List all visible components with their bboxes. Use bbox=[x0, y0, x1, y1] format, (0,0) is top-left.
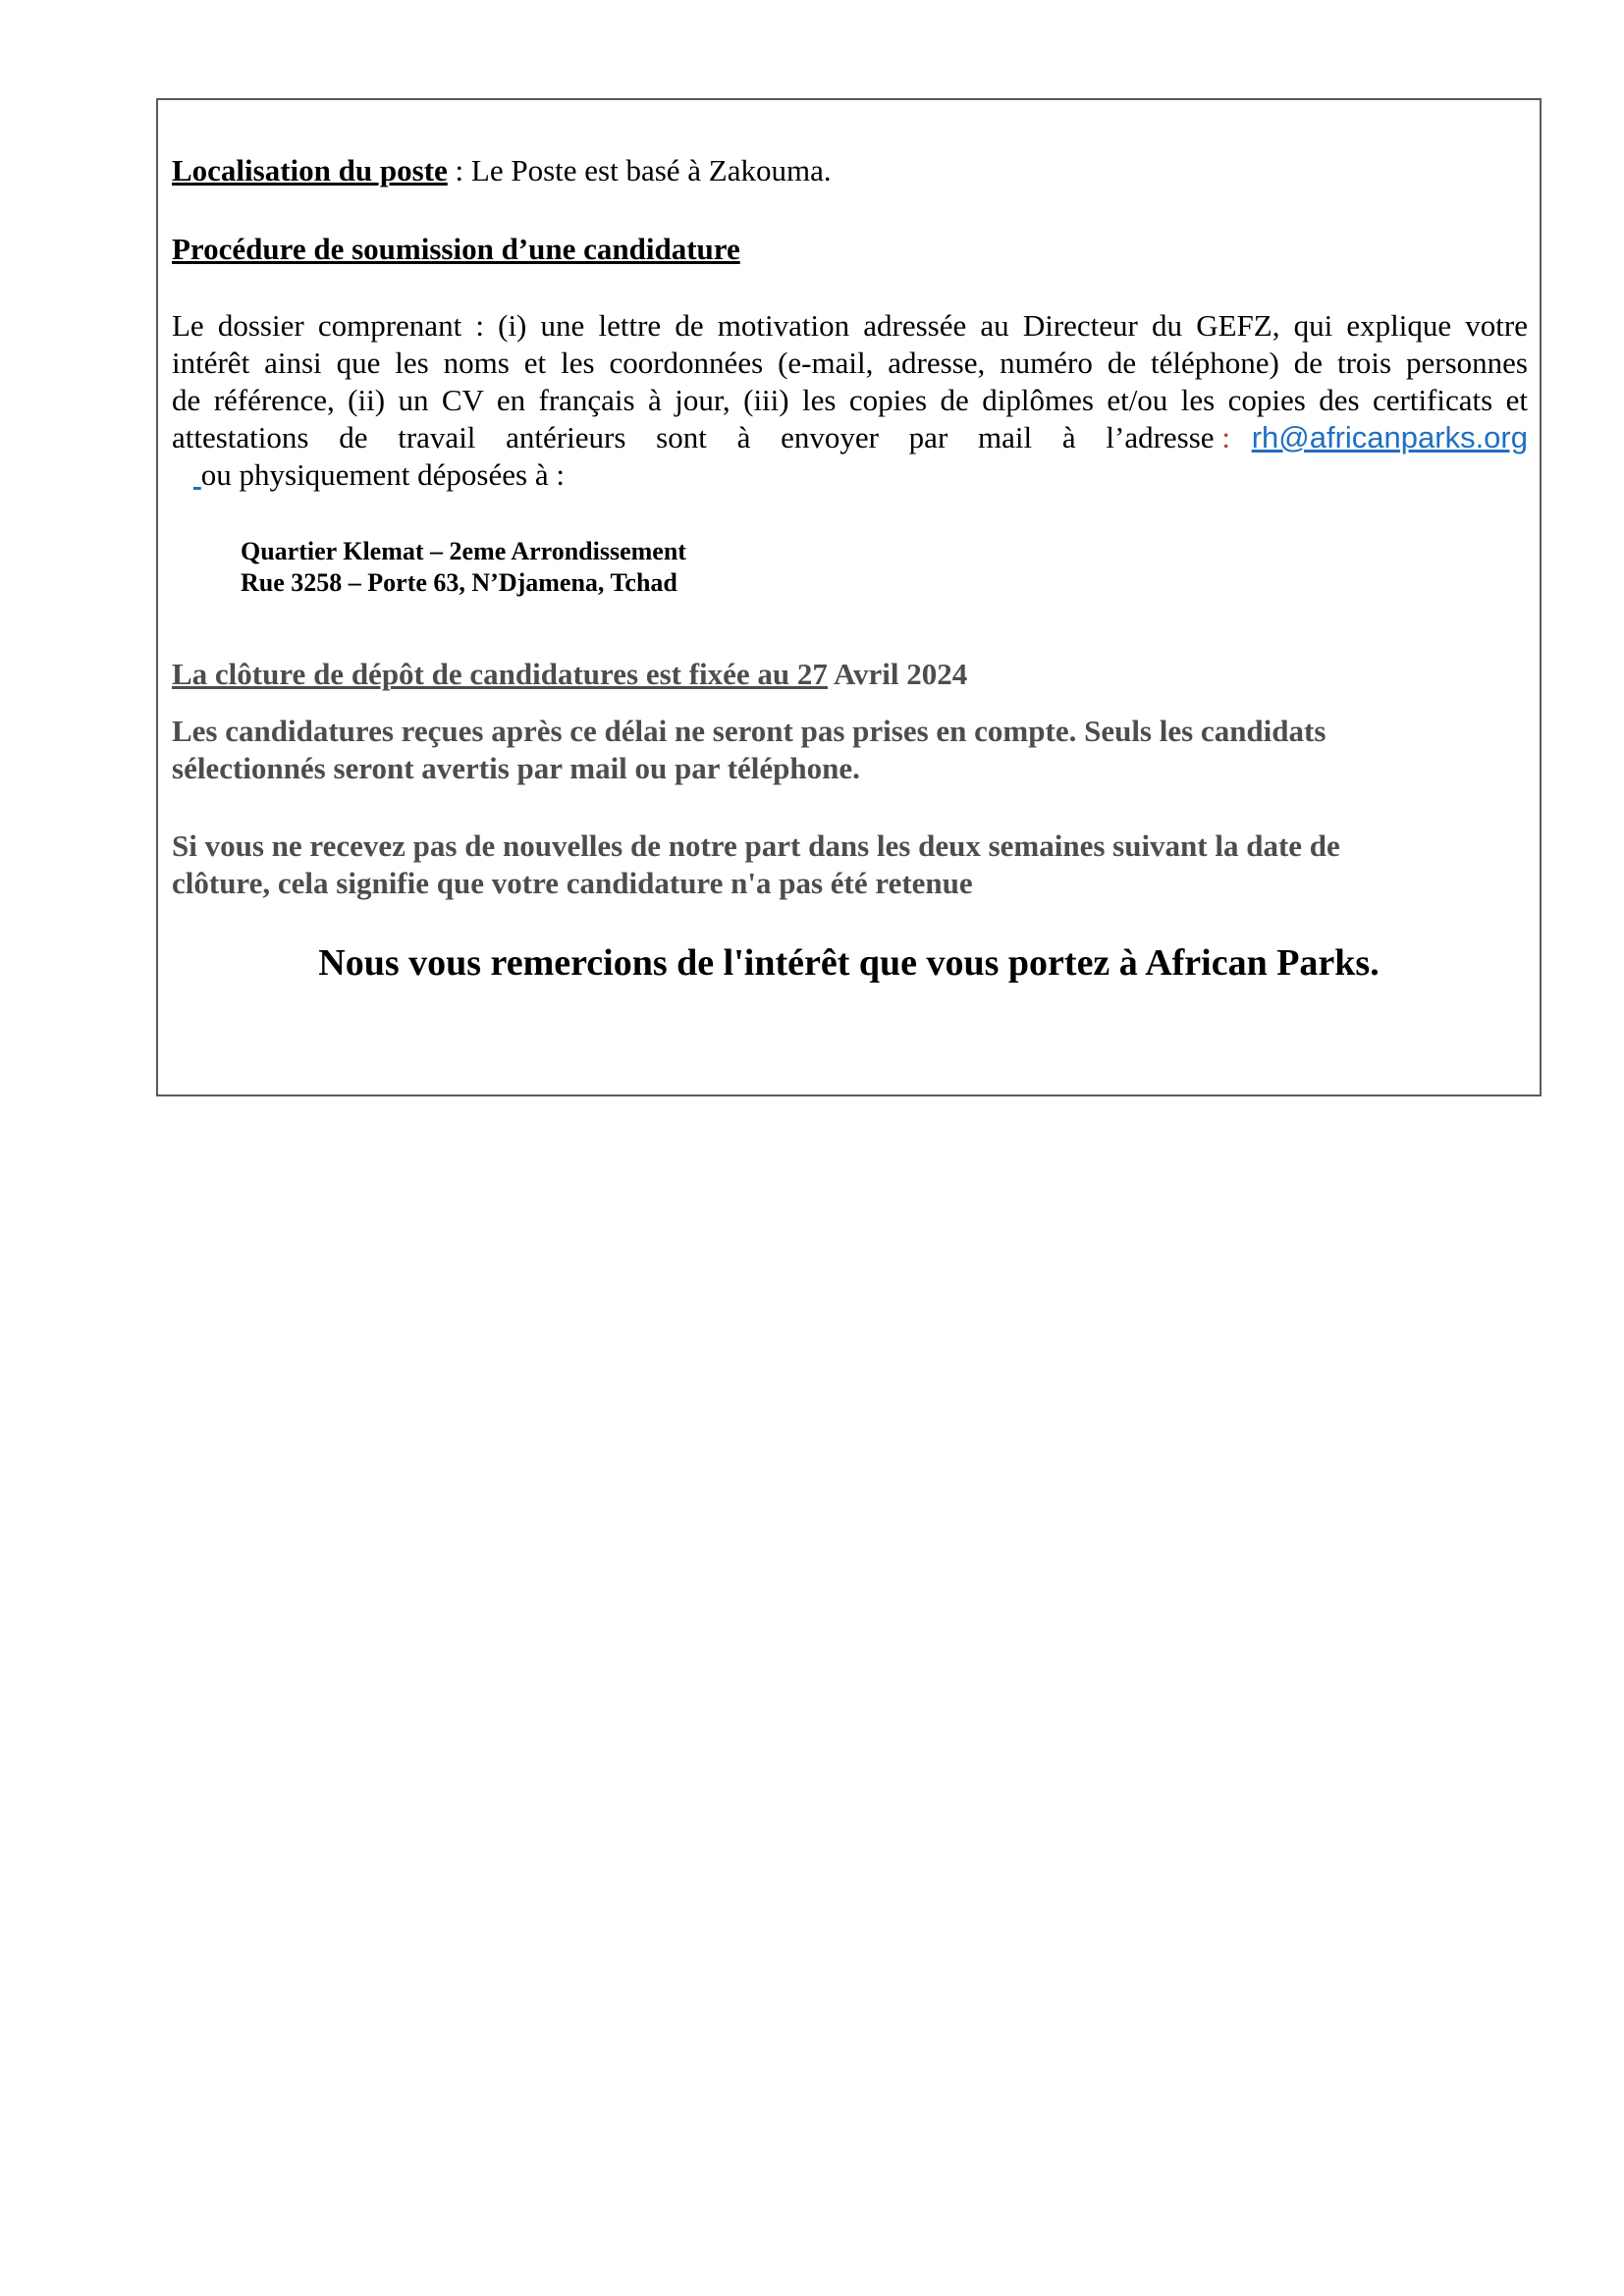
thanks-line: Nous vous remercions de l'intérêt que vous portez à African Parks. bbox=[318, 942, 1380, 984]
location-text: : Le Poste est basé à Zakouma. bbox=[447, 153, 832, 187]
email-link[interactable]: rh@africanparks.org bbox=[1251, 420, 1528, 454]
address-line-1: Quartier Klemat – 2eme Arrondissement bbox=[241, 537, 686, 565]
dossier-line-5-text: ou physiquement déposées à : bbox=[200, 457, 565, 492]
dossier-colon: : bbox=[1214, 420, 1238, 454]
dossier-line-1: Le dossier comprenant : (i) une lettre de motivation adressée au Directeur du GEFZ, qui explique votre bbox=[172, 308, 1528, 343]
dossier-line-2: intérêt ainsi que les noms et les coordonnées (e-mail, adresse, numéro de téléphone) de trois personnes bbox=[172, 346, 1528, 380]
dossier-line-4-text: attestations de travail antérieurs sont à envoyer par mail à l’adresse bbox=[172, 420, 1215, 454]
link-stub bbox=[193, 457, 201, 492]
notice-1 bbox=[172, 713, 1527, 787]
dossier-paragraph bbox=[172, 307, 1528, 494]
notice-2-line-2: clôture, cela signifie que votre candidature n'a pas été retenue bbox=[172, 866, 973, 900]
notice-2-line-1: Si vous ne recevez pas de nouvelles de notre part dans les deux semaines suivant la date de bbox=[172, 828, 1340, 863]
deadline-line bbox=[172, 656, 1527, 693]
deadline-underlined: La clôture de dépôt de candidatures est fixée au 27 bbox=[172, 657, 828, 691]
dossier-line-4 bbox=[172, 419, 1528, 456]
dossier-line-5 bbox=[172, 456, 1528, 494]
location-line bbox=[172, 152, 1527, 189]
address-block bbox=[241, 536, 1124, 599]
notice-2 bbox=[172, 828, 1527, 902]
notice-1-line-2: sélectionnés seront avertis par mail ou par téléphone. bbox=[172, 751, 860, 785]
procedure-heading: Procédure de soumission d’une candidature bbox=[172, 232, 740, 266]
dossier-line-3: de référence, (ii) un CV en français à jour, (iii) les copies de diplômes et/ou les copies des certificats et bbox=[172, 383, 1528, 417]
address-line-2: Rue 3258 – Porte 63, N’Djamena, Tchad bbox=[241, 568, 677, 597]
deadline-rest: Avril 2024 bbox=[827, 657, 968, 691]
notice-1-line-1: Les candidatures reçues après ce délai ne seront pas prises en compte. Seuls les candidats bbox=[172, 714, 1326, 748]
location-label: Localisation du poste bbox=[172, 153, 448, 187]
